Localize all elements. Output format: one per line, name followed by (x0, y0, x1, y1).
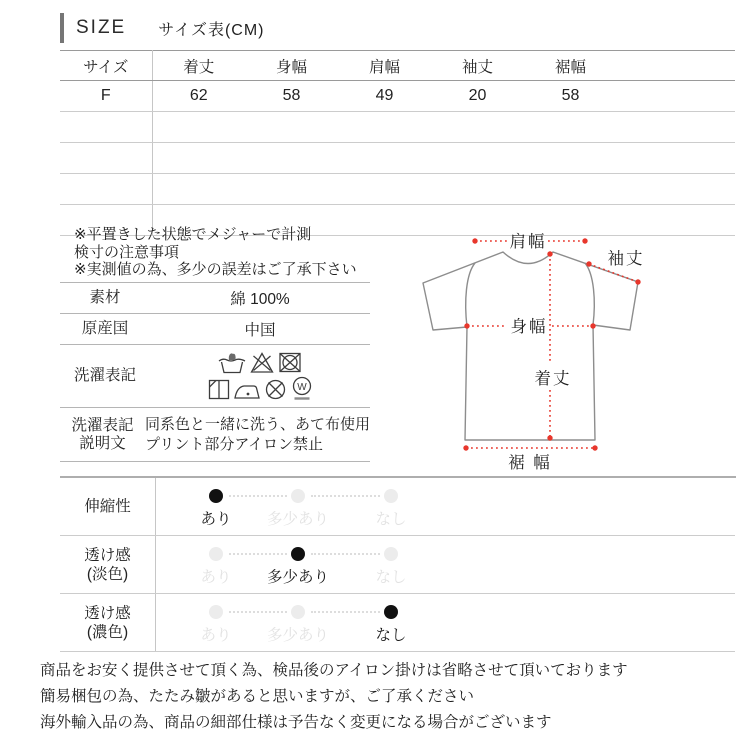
size-heading: SIZE (76, 17, 127, 38)
option-dot (209, 605, 223, 619)
property-label: 透け感 (淡色) (84, 546, 131, 583)
size-table-row (60, 143, 735, 174)
body-width-label: 身幅 (510, 318, 548, 336)
property-row (60, 594, 735, 652)
material-value: 綿 100% (230, 291, 290, 308)
page-title: サイズ表(CM) (158, 21, 265, 39)
tshirt-diagram (402, 226, 738, 481)
option-dot (291, 547, 305, 561)
size-table (60, 50, 735, 236)
option-dot (209, 547, 223, 561)
option-label: あり (200, 511, 232, 528)
material-label: 素材 (89, 289, 121, 306)
option-label: 多少あり (266, 627, 329, 644)
header-accent-bar (60, 13, 64, 43)
option-dot (291, 489, 305, 503)
option-dot (384, 547, 398, 561)
property-label: 伸縮性 (84, 498, 131, 515)
option-label: なし (375, 627, 407, 644)
care-label: 洗濯表記 (73, 367, 136, 384)
shoulder-width-label: 肩幅 (509, 233, 547, 251)
col-hem: 裾幅 (524, 51, 617, 81)
garment-length-label: 着丈 (534, 370, 572, 388)
care-icons (150, 351, 370, 401)
col-shoulder: 肩幅 (338, 51, 431, 81)
no-dry-clean-icon (264, 378, 287, 401)
wet-clean-gentle-icon (291, 376, 313, 401)
line-dry-shade-icon (208, 378, 230, 401)
size-table-header-row (60, 51, 735, 81)
size-table-row (60, 174, 735, 205)
properties-section (60, 478, 735, 652)
option-label: なし (375, 569, 407, 586)
care-note-value: 同系色と一緒に洗う、あて布使用 プリント部分アイロン禁止 (144, 415, 370, 453)
footer-line: 簡易梱包の為、たたみ皺があると思いますが、ご了承ください (40, 688, 475, 705)
size-table-row (60, 112, 735, 143)
spec-row-material (60, 282, 370, 313)
spec-row-origin (60, 313, 370, 344)
option-label: あり (200, 569, 232, 586)
sleeve-length-label: 袖丈 (607, 250, 645, 268)
footer-list (40, 658, 628, 736)
size-table-body (60, 81, 735, 236)
property-row (60, 536, 735, 594)
note-line: ※実測値の為、多少の誤差はご了承下さい (74, 261, 357, 278)
no-tumble-dry-icon (278, 351, 302, 374)
note-line: 検寸の注意事項 (74, 243, 180, 261)
size-table-row: F 62 58 49 20 58 (60, 81, 735, 112)
origin-value: 中国 (244, 322, 276, 339)
property-row (60, 478, 735, 536)
option-dot (291, 605, 305, 619)
option-connector (229, 495, 287, 497)
svg-text:W: W (296, 382, 307, 393)
option-label: あり (200, 627, 232, 644)
iron-low-icon (234, 380, 260, 401)
col-body-width: 身幅 (245, 51, 338, 81)
spec-row-care-note (60, 407, 370, 462)
option-connector (229, 611, 287, 613)
option-connector (229, 553, 287, 555)
col-length: 着丈 (152, 51, 245, 81)
col-size: サイズ (60, 51, 152, 81)
option-label: 多少あり (266, 511, 329, 528)
col-sleeve: 袖丈 (431, 51, 524, 81)
tshirt-outline (423, 252, 638, 440)
origin-label: 原産国 (81, 320, 129, 337)
care-note-label: 洗濯表記 説明文 (71, 416, 134, 452)
col-filler (617, 51, 735, 81)
option-label: なし (375, 511, 407, 528)
section-header (60, 12, 265, 44)
note-line: ※平置きした状態でメジャーで計測 (74, 226, 312, 243)
notes-list (74, 226, 357, 279)
option-connector (311, 611, 380, 613)
footer-line: 商品をお安く提供させて頂く為、検品後のアイロン掛けは省略させて頂いております (40, 662, 628, 679)
footer-line: 海外輸入品の為、商品の細部仕様は予告なく変更になる場合がございます (40, 714, 552, 731)
option-label: 多少あり (266, 569, 329, 586)
property-label: 透け感 (濃色) (84, 604, 131, 641)
no-bleach-icon (250, 351, 274, 374)
option-connector (311, 495, 380, 497)
option-connector (311, 553, 380, 555)
option-dot (209, 489, 223, 503)
spec-table (60, 282, 370, 462)
option-dot (384, 489, 398, 503)
option-dot (384, 605, 398, 619)
spec-row-care (60, 344, 370, 407)
hand-wash-icon (218, 351, 246, 374)
hem-width-label: 裾 幅 (508, 454, 552, 472)
